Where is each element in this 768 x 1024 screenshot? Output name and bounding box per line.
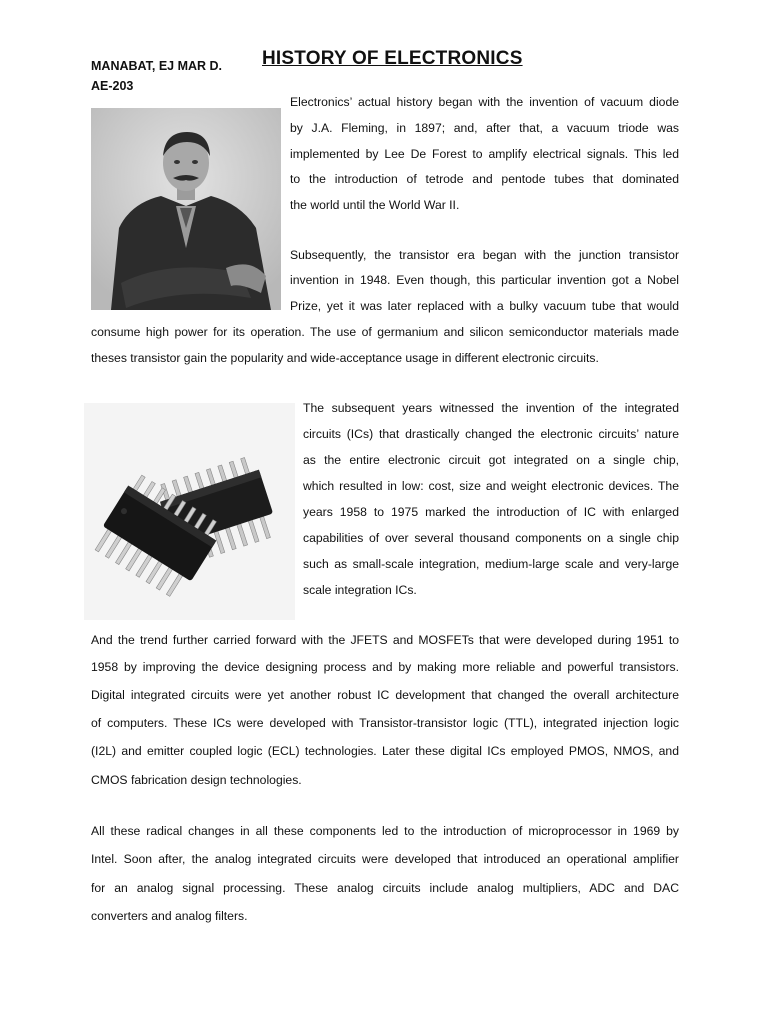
text-line: for an analog signal processing. These analog circuits include analog multipliers, ADC and DAC [91,881,679,895]
text-line: implemented by Lee De Forest to amplify electrical signals. This led [290,147,679,161]
text-line: capabilities of over several thousand components on a single chip [303,531,679,545]
text-line: scale integration ICs. [303,583,417,597]
text-line: Electronics’ actual history began with the invention of vacuum diode [290,95,679,109]
text-line: of computers. These ICs were developed with Transistor-transistor logic (TTL), integrated injection logic [91,716,679,730]
portrait-photo [91,108,281,310]
portrait-photo-icon [91,108,281,310]
text-line: converters and analog filters. [91,909,248,923]
text-line: theses transistor gain the popularity and wide-acceptance usage in different electronic circuits. [91,351,599,365]
text-line: Digital integrated circuits were yet another robust IC development that changed the overall architecture [91,688,679,702]
text-line: consume high power for its operation. The use of germanium and silicon semiconductor materials made [91,325,679,339]
text-line: And the trend further carried forward with the JFETS and MOSFETs that were developed during 1951 to [91,633,679,647]
text-line: invention in 1948. Even though, this particular invention got a Nobel [290,273,679,287]
ic-chip-photo [84,403,295,620]
text-line: by J.A. Fleming, in 1897; and, after that, a vacuum triode was [290,121,679,135]
text-line: The subsequent years witnessed the invention of the integrated [303,401,679,415]
page-title: HISTORY OF ELECTRONICS [262,48,523,69]
text-line: All these radical changes in all these components led to the introduction of microprocessor in 1969 by [91,824,679,838]
text-line: CMOS fabrication design technologies. [91,773,302,787]
text-line: years 1958 to 1975 marked the introduction of IC with enlarged [303,505,679,519]
text-line: Intel. Soon after, the analog integrated circuits were developed that introduced an operational amplifier [91,852,679,866]
text-line: Subsequently, the transistor era began with the junction transistor [290,248,679,262]
text-line: the world until the World War II. [290,198,460,212]
text-line: 1958 by improving the device designing process and by making more reliable and powerful transistors. [91,660,679,674]
section-code: AE-203 [91,79,134,93]
text-line: (I2L) and emitter coupled logic (ECL) technologies. Later these digital ICs employed PMOS, NMOS, and [91,744,679,758]
text-line: such as small-scale integration, medium-large scale and very-large [303,557,679,571]
text-line: to the introduction of tetrode and pentode tubes that dominated [290,172,679,186]
ic-chip-photo-icon [84,403,295,620]
text-line: which resulted in low: cost, size and weight electronic devices. The [303,479,679,493]
author-name: MANABAT, EJ MAR D. [91,59,223,73]
author-block [91,56,222,96]
text-line: circuits (ICs) that drastically changed the electronic circuits’ nature [303,427,679,441]
text-line: Prize, yet it was later replaced with a bulky vacuum tube that would [290,299,679,313]
text-line: as the entire electronic circuit got integrated on a single chip, [303,453,679,467]
